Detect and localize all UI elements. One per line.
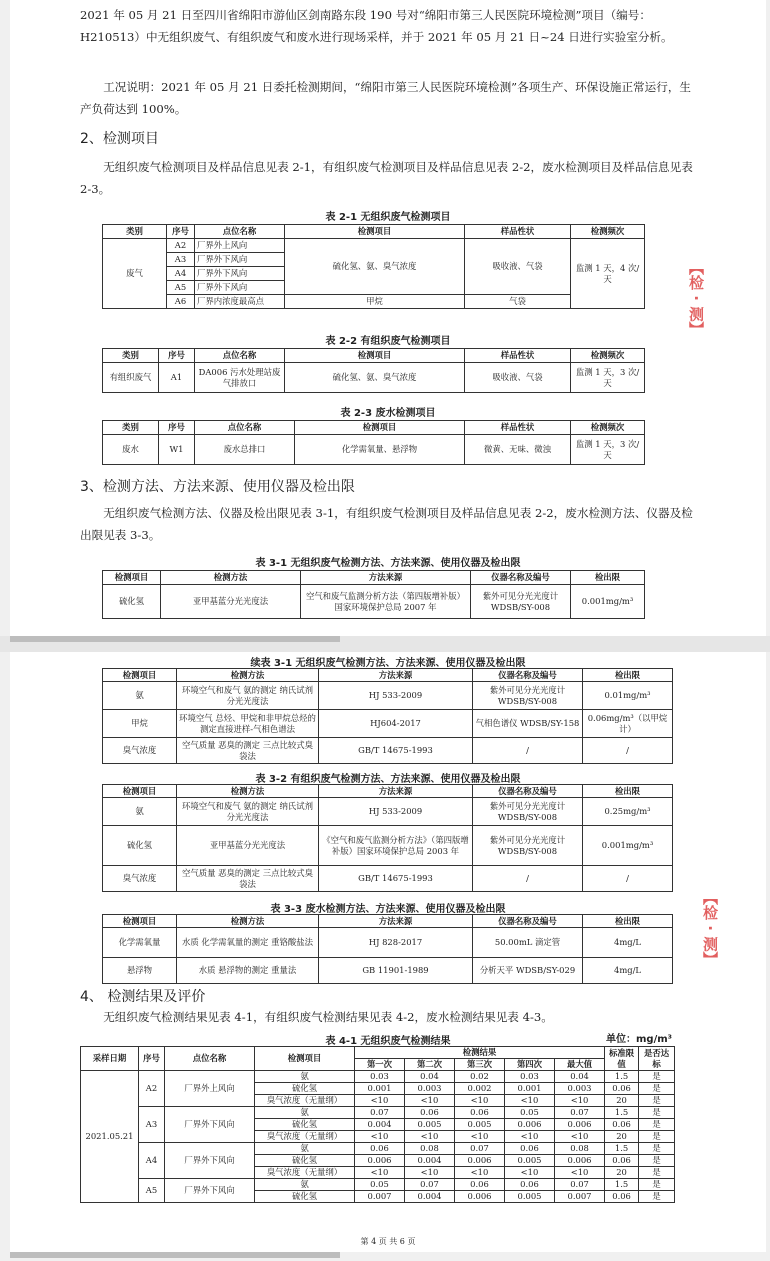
table-cell: <10 (455, 1131, 505, 1143)
scan-strip (10, 1252, 340, 1258)
section-heading-3: 3、检测方法、方法来源、使用仪器及检出限 (80, 479, 355, 495)
table-cell: 吸收液、气袋 (465, 363, 571, 393)
table-cell: 0.08 (555, 1143, 605, 1155)
table-cell: 1.5 (605, 1179, 639, 1191)
table-cell: 是 (639, 1179, 675, 1191)
table-cell: 0.06 (605, 1119, 639, 1131)
table-header-cell: 是否达标 (639, 1047, 675, 1071)
table-cell: 0.003 (405, 1083, 455, 1095)
table-cell: A2 (139, 1071, 165, 1107)
section-heading-4: 4、 检测结果及评价 (80, 989, 206, 1005)
table-cell: 臭气浓度（无量纲） (255, 1131, 355, 1143)
table-3-3-caption: 表 3-3 废水检测方法、方法来源、使用仪器及检出限 (270, 904, 506, 915)
table-cell: 紫外可见分光光度计 WDSB/SY-008 (473, 682, 583, 710)
table-cell: 0.08 (405, 1143, 455, 1155)
table-cell: 0.005 (455, 1119, 505, 1131)
table-cell: 氨 (103, 682, 177, 710)
table-cell: <10 (455, 1167, 505, 1179)
table-header-cell: 仪器名称及编号 (471, 571, 571, 585)
table-cell: <10 (355, 1131, 405, 1143)
table-cell: 厂界外下风向 (165, 1143, 255, 1179)
table-cell: A3 (139, 1107, 165, 1143)
table-header-cell: 第二次 (405, 1059, 455, 1071)
table-cell: <10 (505, 1167, 555, 1179)
table-cell: 0.006 (455, 1155, 505, 1167)
table-header-cell: 类别 (103, 421, 159, 435)
intro-paragraph: 2021 年 05 月 21 日至四川省绵阳市游仙区剑南路东段 190 号对“绵阳市第三人民医院环境检测”项目（编号：H210513）中无组织废气、有组织废气和废水进行现场采样，并于 2021 年 05 月 21 日~24 日进行实验室分析。 (80, 8, 673, 44)
table-4-1-unit: 单位：mg/m³ (606, 1034, 673, 1045)
table-cell: 水质 悬浮物的测定 重量法 (177, 958, 319, 984)
table-cell: 废水 (103, 435, 159, 465)
table-cell: 0.004 (405, 1191, 455, 1203)
table-cell: A4 (139, 1143, 165, 1179)
table-cell: 是 (639, 1191, 675, 1203)
table-header-cell: 检测方法 (161, 571, 301, 585)
table-cell: / (583, 738, 673, 764)
table-cell: HJ 533-2009 (319, 682, 473, 710)
page-footer: 第 4 页 共 6 页 (360, 1237, 416, 1246)
table-cell: 0.006 (555, 1155, 605, 1167)
table-cell: 监测 1 天，4 次/天 (571, 239, 645, 309)
table-2-3 (102, 420, 645, 465)
table-cell: <10 (555, 1131, 605, 1143)
table-cell: 0.006 (505, 1119, 555, 1131)
table-header-cell: 检测频次 (571, 349, 645, 363)
table-cell: 0.007 (555, 1191, 605, 1203)
table-header-cell: 采样日期 (81, 1047, 139, 1071)
table-cell: 水质 化学需氧量的测定 重铬酸盐法 (177, 928, 319, 958)
table-cell: 废气 (103, 239, 167, 309)
table-header-cell: 点位名称 (195, 349, 285, 363)
table-header-cell: 标准限值 (605, 1047, 639, 1071)
table-2-1 (102, 224, 645, 309)
table-cell: 悬浮物 (103, 958, 177, 984)
table-cell: 0.03 (355, 1071, 405, 1083)
table-cell: <10 (555, 1095, 605, 1107)
table-cell: 0.06 (455, 1107, 505, 1119)
table-cell: 20 (605, 1131, 639, 1143)
table-cell: 氨 (255, 1071, 355, 1083)
table-cell: 分析天平 WDSB/SY-029 (473, 958, 583, 984)
table-cell: <10 (405, 1131, 455, 1143)
table-cell: 是 (639, 1119, 675, 1131)
table-cell: 厂界外下风向 (195, 253, 285, 267)
table-cell: DA006 污水处理站废气排放口 (195, 363, 285, 393)
table-header-cell: 检出限 (571, 571, 645, 585)
table-cell: 紫外可见分光光度计 WDSB/SY-008 (473, 798, 583, 826)
table-cell: HJ 828-2017 (319, 928, 473, 958)
table-cell: 2021.05.21 (81, 1071, 139, 1203)
table-cell: GB/T 14675-1993 (319, 738, 473, 764)
table-cell: 0.001 (355, 1083, 405, 1095)
table-cell: 是 (639, 1071, 675, 1083)
table-3-1 (102, 570, 645, 619)
table-cell: 硫化氢、氨、臭气浓度 (285, 239, 465, 295)
table-header-cell: 类别 (103, 349, 159, 363)
table-cell: 0.001mg/m³ (583, 826, 673, 866)
table-cell: 1.5 (605, 1071, 639, 1083)
table-header-cell: 检测方法 (177, 785, 319, 798)
table-header-cell: 类别 (103, 225, 167, 239)
table-cell: A1 (159, 363, 195, 393)
table-cell: A6 (167, 295, 195, 309)
table-cell: 硫化氢 (255, 1191, 355, 1203)
table-header-cell: 仪器名称及编号 (473, 669, 583, 682)
table-cell: 0.06 (505, 1179, 555, 1191)
table-cell: 硫化氢、氨、臭气浓度 (285, 363, 465, 393)
table-cell: 0.02 (455, 1071, 505, 1083)
table-cell: 0.005 (405, 1119, 455, 1131)
table-cell: 是 (639, 1083, 675, 1095)
table-cell: 厂界内浓度最高点 (195, 295, 285, 309)
table-2-1-caption: 表 2-1 无组织废气检测项目 (325, 212, 451, 223)
table-cell: 硫化氢 (103, 585, 161, 619)
table-cell: 甲烷 (285, 295, 465, 309)
table-header-cell: 检出限 (583, 669, 673, 682)
table-cell: 是 (639, 1107, 675, 1119)
table-header-cell: 样品性状 (465, 225, 571, 239)
table-header-cell: 序号 (159, 349, 195, 363)
table-cell: 0.005 (505, 1191, 555, 1203)
table-cell: 0.007 (355, 1191, 405, 1203)
section-2-paragraph: 无组织废气检测项目及样品信息见表 2-1，有组织废气检测项目及样品信息见表 2-2，废水检测项目及样品信息见表 2-3。 (80, 160, 693, 196)
table-cell: 厂界外下风向 (165, 1107, 255, 1143)
table-cell: <10 (355, 1167, 405, 1179)
table-cell: 0.06 (355, 1143, 405, 1155)
table-cell: <10 (405, 1095, 455, 1107)
table-cell: 甲烷 (103, 710, 177, 738)
table-header-cell: 方法来源 (319, 915, 473, 928)
table-header-cell: 第一次 (355, 1059, 405, 1071)
table-cell: 1.5 (605, 1107, 639, 1119)
table-cell: 0.001mg/m³ (571, 585, 645, 619)
table-3-1-caption: 表 3-1 无组织废气检测方法、方法来源、使用仪器及检出限 (255, 558, 521, 569)
table-cell: 氨 (255, 1179, 355, 1191)
table-cell: 0.06 (405, 1107, 455, 1119)
table-cell: GB/T 14675-1993 (319, 866, 473, 892)
table-cell: 化学需氧量、悬浮物 (295, 435, 465, 465)
table-cell: 氨 (255, 1107, 355, 1119)
table-cell: 0.07 (555, 1107, 605, 1119)
table-cell: 0.006 (355, 1155, 405, 1167)
table-cell: 厂界外下风向 (195, 281, 285, 295)
table-cell: <10 (505, 1131, 555, 1143)
table-cell: 硫化氢 (255, 1155, 355, 1167)
table-cell: 20 (605, 1095, 639, 1107)
table-cell: 4mg/L (583, 958, 673, 984)
table-cell: 0.05 (505, 1107, 555, 1119)
table-header-cell: 点位名称 (195, 225, 285, 239)
table-2-2-caption: 表 2-2 有组织废气检测项目 (325, 336, 451, 347)
table-cell: 厂界外上风向 (195, 239, 285, 253)
table-header-cell: 方法来源 (319, 669, 473, 682)
table-header-cell: 第三次 (455, 1059, 505, 1071)
table-3-2-caption: 表 3-2 有组织废气检测方法、方法来源、使用仪器及检出限 (255, 774, 521, 785)
table-header-cell: 仪器名称及编号 (473, 785, 583, 798)
table-header-cell: 检测项目 (295, 421, 465, 435)
table-cell: 《空气和废气监测分析方法》（第四版增补版）国家环境保护总局 2003 年 (319, 826, 473, 866)
table-header-cell: 检测项目 (103, 915, 177, 928)
table-cell: 0.003 (555, 1083, 605, 1095)
table-cell: GB 11901-1989 (319, 958, 473, 984)
scan-strip (10, 636, 340, 642)
table-4-1-caption: 表 4-1 无组织废气检测结果 (325, 1036, 451, 1047)
table-cell: 0.006 (555, 1119, 605, 1131)
table-cell: 是 (639, 1131, 675, 1143)
table-cell: 0.004 (355, 1119, 405, 1131)
table-cell: 空气质量 恶臭的测定 三点比较式臭袋法 (177, 738, 319, 764)
table-header-cell: 检测频次 (571, 421, 645, 435)
table-header-cell: 仪器名称及编号 (473, 915, 583, 928)
table-cell: 厂界外下风向 (195, 267, 285, 281)
table-cell: 监测 1 天，3 次/天 (571, 363, 645, 393)
table-header-cell: 样品性状 (465, 421, 571, 435)
table-cell: 臭气浓度（无量纲） (255, 1095, 355, 1107)
table-header-cell: 方法来源 (301, 571, 471, 585)
table-cell: 臭气浓度 (103, 738, 177, 764)
table-cell: 0.06 (455, 1179, 505, 1191)
table-cell: 空气质量 恶臭的测定 三点比较式臭袋法 (177, 866, 319, 892)
table-cell: <10 (555, 1167, 605, 1179)
table-cell: 0.07 (355, 1107, 405, 1119)
table-cell: 1.5 (605, 1143, 639, 1155)
table-header-cell: 检测项目 (255, 1047, 355, 1071)
table-cell: 0.001 (505, 1083, 555, 1095)
table-cell: 20 (605, 1167, 639, 1179)
table-cell: <10 (405, 1167, 455, 1179)
table-cell: 臭气浓度（无量纲） (255, 1167, 355, 1179)
table-cell: 气相色谱仪 WDSB/SY-158 (473, 710, 583, 738)
table-cell: 0.004 (405, 1155, 455, 1167)
table-cell: 吸收液、气袋 (465, 239, 571, 295)
table-header-cell: 序号 (167, 225, 195, 239)
table-cell: 0.006 (455, 1191, 505, 1203)
table-cell: 厂界外上风向 (165, 1071, 255, 1107)
table-cell: 0.03 (505, 1071, 555, 1083)
table-cell: <10 (505, 1095, 555, 1107)
table-2-3-caption: 表 2-3 废水检测项目 (340, 408, 436, 419)
table-cell: / (583, 866, 673, 892)
seal-stamp: 【检 · 测】 (687, 260, 705, 337)
table-cell: 监测 1 天，3 次/天 (571, 435, 645, 465)
table-cell: 0.25mg/m³ (583, 798, 673, 826)
table-header-cell: 最大值 (555, 1059, 605, 1071)
table-cell: 硫化氢 (255, 1083, 355, 1095)
table-header-cell: 序号 (159, 421, 195, 435)
table-4-1 (80, 1046, 675, 1203)
table-cell: 0.06mg/m³（以甲烷计） (583, 710, 673, 738)
table-header-cell: 点位名称 (195, 421, 295, 435)
table-cell: 0.07 (555, 1179, 605, 1191)
section-heading-2: 2、检测项目 (80, 131, 159, 147)
document-page-2 (10, 652, 766, 1252)
table-cell: 是 (639, 1155, 675, 1167)
table-cell: 硫化氢 (103, 826, 177, 866)
table-cell: 0.04 (555, 1071, 605, 1083)
table-header-cell: 检测方法 (177, 669, 319, 682)
table-header-cell: 检测项目 (285, 225, 465, 239)
table-cell: A3 (167, 253, 195, 267)
table-cell: 化学需氧量 (103, 928, 177, 958)
table-header-cell: 第四次 (505, 1059, 555, 1071)
table-header-cell: 检出限 (583, 785, 673, 798)
table-2-2 (102, 348, 645, 393)
table-3-2 (102, 784, 673, 892)
table-cell: 0.06 (605, 1191, 639, 1203)
table-cell: 是 (639, 1143, 675, 1155)
table-cell: A4 (167, 267, 195, 281)
table-cell: / (473, 866, 583, 892)
conditions-paragraph: 工况说明：2021 年 05 月 21 日委托检测期间，“绵阳市第三人民医院环境检测”各项生产、环保设施正常运行，生产负荷达到 100%。 (80, 80, 692, 116)
table-cell: 臭气浓度 (103, 866, 177, 892)
table-header-cell: 检测项目 (103, 571, 161, 585)
table-cell: 紫外可见分光光度计 WDSB/SY-008 (473, 826, 583, 866)
table-header-cell: 检出限 (583, 915, 673, 928)
table-cell: 有组织废气 (103, 363, 159, 393)
table-cell: 0.06 (605, 1155, 639, 1167)
table-cell: 微黄、无味、微浊 (465, 435, 571, 465)
table-cell: 0.04 (405, 1071, 455, 1083)
document-page-1 (10, 0, 766, 636)
table-cell: 0.07 (455, 1143, 505, 1155)
table-cell: 0.07 (405, 1179, 455, 1191)
table-cell: 环境空气 总烃、甲烷和非甲烷总烃的测定直接进样-气相色谱法 (177, 710, 319, 738)
table-cell: 紫外可见分光光度计 WDSB/SY-008 (471, 585, 571, 619)
table-header-cell: 检测方法 (177, 915, 319, 928)
table-cell: 亚甲基蓝分光光度法 (177, 826, 319, 866)
table-header-cell: 样品性状 (465, 349, 571, 363)
table-cell: 0.002 (455, 1083, 505, 1095)
table-header-cell: 序号 (139, 1047, 165, 1071)
table-cell: <10 (455, 1095, 505, 1107)
table-cell: A5 (139, 1179, 165, 1203)
table-header-cell: 检测结果 (355, 1047, 605, 1059)
table-header-cell: 方法来源 (319, 785, 473, 798)
section-3-paragraph: 无组织废气检测方法、仪器及检出限见表 3-1，有组织废气检测项目及样品信息见表 2-2，废水检测方法、仪器及检出限见表 3-3。 (80, 506, 693, 542)
table-header-cell: 点位名称 (165, 1047, 255, 1071)
table-cell: 氨 (103, 798, 177, 826)
table-cell: / (473, 738, 583, 764)
table-cell: 氨 (255, 1143, 355, 1155)
table-cell: 废水总排口 (195, 435, 295, 465)
table-cell: 亚甲基蓝分光光度法 (161, 585, 301, 619)
table-cell: W1 (159, 435, 195, 465)
table-cell: 环境空气和废气 氨的测定 纳氏试剂分光光度法 (177, 798, 319, 826)
table-cell: 厂界外下风向 (165, 1179, 255, 1203)
seal-stamp: 【检 · 测】 (701, 890, 719, 967)
table-3-1-cont-caption: 续表 3-1 无组织废气检测方法、方法来源、使用仪器及检出限 (250, 658, 526, 669)
table-header-cell: 检测项目 (285, 349, 465, 363)
table-cell: 是 (639, 1095, 675, 1107)
table-cell: 空气和废气监测分析方法（第四版增补版）国家环境保护总局 2007 年 (301, 585, 471, 619)
table-cell: HJ 533-2009 (319, 798, 473, 826)
table-cell: 4mg/L (583, 928, 673, 958)
table-cell: 0.05 (355, 1179, 405, 1191)
table-cell: 0.06 (605, 1083, 639, 1095)
table-cell: A2 (167, 239, 195, 253)
table-header-cell: 检测项目 (103, 669, 177, 682)
table-cell: 0.005 (505, 1155, 555, 1167)
table-cell: 环境空气和废气 氨的测定 纳氏试剂分光光度法 (177, 682, 319, 710)
table-cell: 是 (639, 1167, 675, 1179)
table-cell: 50.00mL 滴定管 (473, 928, 583, 958)
table-cell: 气袋 (465, 295, 571, 309)
table-cell: 0.01mg/m³ (583, 682, 673, 710)
table-3-3 (102, 914, 673, 984)
table-header-cell: 检测项目 (103, 785, 177, 798)
table-cell: 硫化氢 (255, 1119, 355, 1131)
table-cell: HJ604-2017 (319, 710, 473, 738)
table-header-cell: 检测频次 (571, 225, 645, 239)
table-cell: A5 (167, 281, 195, 295)
table-cell: 0.06 (505, 1143, 555, 1155)
table-3-1-continued (102, 668, 673, 764)
section-4-paragraph: 无组织废气检测结果见表 4-1，有组织废气检测结果见表 4-2，废水检测结果见表 4-3。 (103, 1010, 553, 1024)
table-cell: <10 (355, 1095, 405, 1107)
